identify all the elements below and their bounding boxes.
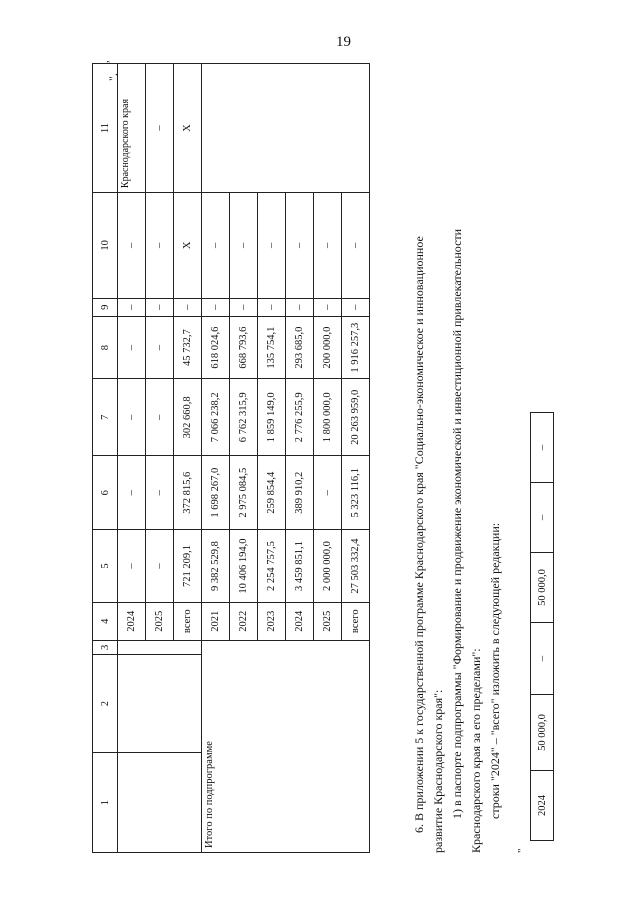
subtotal-label: Итого по подпрограмме — [202, 640, 370, 852]
header-cell: 1 — [93, 753, 118, 853]
closing-quote: ". — [106, 73, 120, 81]
paragraph-line: 6. В приложении 5 к государственной программе Краснодарского края "Социально-экономическое и инновационное — [412, 236, 426, 833]
header-cell: 10 — [93, 193, 118, 298]
table-row: Итого по подпрограмме 2021 9 382 529,8 1 698 267,0 7 066 238,2 618 024,6 – – — [202, 64, 230, 853]
region-label: Краснодарского края — [120, 98, 131, 189]
table-row: 2023 2 254 757,5 259 854,4 1 859 149,0 135 754,1 – – — [258, 64, 286, 853]
table-row: всего 721 209,1 372 815,6 302 660,8 45 732,7 – X X — [174, 64, 202, 853]
table-row: 2025 2 000 000,0 – 1 800 000,0 200 000,0 – – — [314, 64, 342, 853]
header-cell: 3 — [93, 640, 118, 654]
header-cell: 9 — [93, 298, 118, 316]
open-quote: " — [516, 848, 528, 853]
budget-table — [92, 63, 370, 853]
paragraph-line: Краснодарского края за его пределами": — [469, 648, 483, 853]
closing-marks: , — [99, 60, 111, 63]
header-cell: 2 — [93, 654, 118, 752]
paragraph-line: развитие Краснодарского края": — [431, 689, 445, 853]
header-cell: 6 — [93, 456, 118, 530]
table-row: 2022 10 406 194,0 2 975 084,5 6 762 315,9 668 793,6 – – — [230, 64, 258, 853]
replacement-table — [530, 412, 554, 841]
header-cell: 11 — [93, 64, 118, 193]
paragraph-line: строки "2024" – "всего" изложить в следующей редакции: — [488, 522, 502, 819]
header-cell: 7 — [93, 379, 118, 456]
table-row: всего 27 503 332,4 5 323 116,1 20 263 959,0 1 916 257,3 – – — [342, 64, 370, 853]
table-row: 2025 – – – – – – – — [146, 64, 174, 853]
table-header-row — [93, 64, 118, 853]
header-cell: 5 — [93, 530, 118, 603]
table-row: 2024 50 000,0 – 50 000,0 – – — [531, 413, 554, 841]
header-cell: 8 — [93, 316, 118, 379]
header-cell: 4 — [93, 602, 118, 640]
page-number: 19 — [336, 34, 351, 50]
table-row: 2024 3 459 851,1 389 910,2 2 776 255,9 293 685,0 – – — [286, 64, 314, 853]
paragraph-line: 1) в паспорте подпрограммы "Формирование и продвижение экономической и инвестиционной привлекательности — [450, 228, 464, 819]
table-row: 2024 – – – – – – Краснодарского края — [118, 64, 146, 853]
